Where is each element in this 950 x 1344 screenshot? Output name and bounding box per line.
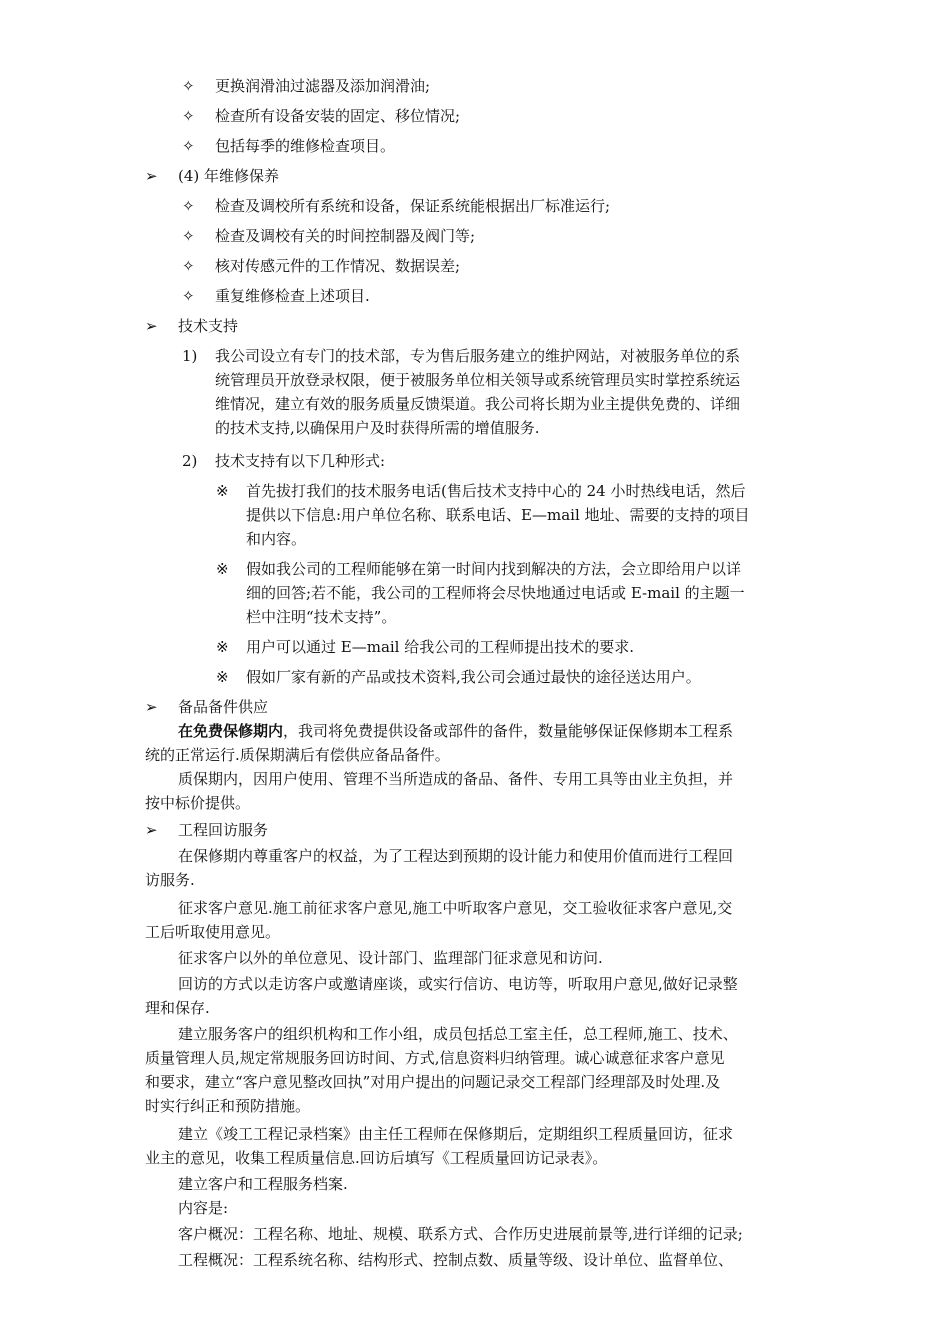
tech-item-number: 2): [182, 452, 198, 470]
tech-item-line: 的技术支持,以确保用户及时获得所需的增值服务.: [215, 419, 540, 437]
visit-paragraph-line: 内容是:: [178, 1199, 229, 1217]
spare-paragraph-line: [178, 719, 733, 743]
spare-paragraph-line: 按中标价提供。: [145, 794, 251, 812]
support-form-line: 假如我公司的工程师能够在第一时间内找到解决的方法，会立即给用户以详: [246, 560, 742, 578]
visit-paragraph-line: 建立客户和工程服务档案.: [178, 1175, 348, 1193]
diamond-bullet-icon: ✧: [182, 257, 195, 275]
reference-mark-icon: ※: [216, 668, 229, 686]
visit-paragraph-line: 征求客户意见.施工前征求客户意见,施工中听取客户意见，交工验收征求客户意见,交: [178, 899, 733, 917]
visit-paragraph-line: 建立《竣工工程记录档案》由主任工程师在保修期后，定期组织工程质量回访，征求: [178, 1125, 734, 1143]
tech-item-line: 技术支持有以下几种形式:: [215, 452, 386, 470]
reference-mark-icon: ※: [216, 560, 229, 578]
visit-paragraph-line: 业主的意见，收集工程质量信息.回访后填写《工程质量回访记录表》。: [145, 1149, 608, 1167]
free-warranty-emphasis: 在免费保修期内: [178, 722, 284, 740]
diamond-bullet-icon: ✧: [182, 77, 195, 95]
quarterly-item: 检查所有设备安装的固定、移位情况;: [215, 107, 461, 125]
visit-paragraph-line: 建立服务客户的组织机构和工作小组，成员包括总工室主任，总工程师,施工、技术、: [178, 1025, 738, 1043]
arrow-bullet-icon: ➢: [145, 167, 158, 185]
diamond-bullet-icon: ✧: [182, 107, 195, 125]
support-form-line: 首先拔打我们的技术服务电话(售后技术支持中心的 24 小时热线电话，然后: [246, 482, 746, 500]
spare-paragraph-line: 质保期内，因用户使用、管理不当所造成的备品、备件、专用工具等由业主负担，并: [178, 770, 734, 788]
quarterly-item: 包括每季的维修检查项目。: [215, 137, 396, 155]
spare-paragraph-text: ，我司将免费提供设备或部件的备件，数量能够保证保修期本工程系: [283, 722, 734, 740]
spare-paragraph-line: 统的正常运行.质保期满后有偿供应备品备件。: [145, 746, 450, 764]
visit-paragraph-line: 理和保存.: [145, 999, 210, 1017]
reference-mark-icon: ※: [216, 482, 229, 500]
diamond-bullet-icon: ✧: [182, 197, 195, 215]
annual-item: 核对传感元件的工作情况、数据误差;: [215, 257, 461, 275]
spare-heading: 备品备件供应: [178, 698, 269, 716]
visit-paragraph-line: 时实行纠正和预防措施。: [145, 1097, 311, 1115]
arrow-bullet-icon: ➢: [145, 317, 158, 335]
annual-item: 检查及调校所有系统和设备，保证系统能根据出厂标准运行;: [215, 197, 611, 215]
visit-paragraph-line: 质量管理人员,规定常规服务回访时间、方式,信息资料归纳管理。诚心诚意征求客户意见: [145, 1049, 725, 1067]
visit-paragraph-line: 访服务.: [145, 871, 195, 889]
annual-item: 重复维修检查上述项目.: [215, 287, 370, 305]
tech-heading: 技术支持: [178, 317, 239, 335]
support-form-line: 提供以下信息:用户单位名称、联系电话、E—mail 地址、需要的支持的项目: [246, 506, 750, 524]
diamond-bullet-icon: ✧: [182, 137, 195, 155]
support-form-line: 用户可以通过 E—mail 给我公司的工程师提出技术的要求.: [246, 638, 635, 656]
quarterly-item: 更换润滑油过滤器及添加润滑油;: [215, 77, 431, 95]
tech-item-line: 我公司设立有专门的技术部，专为售后服务建立的维护网站，对被服务单位的系: [215, 347, 741, 365]
visit-paragraph-line: 和要求，建立“客户意见整改回执”对用户提出的问题记录交工程部门经理部及时处理.及: [145, 1073, 721, 1091]
visit-paragraph-line: 在保修期内尊重客户的权益，为了工程达到预期的设计能力和使用价值而进行工程回: [178, 847, 734, 865]
annual-item: 检查及调校有关的时间控制器及阀门等;: [215, 227, 476, 245]
support-form-line: 栏中注明“技术支持”。: [246, 608, 397, 626]
visit-paragraph-line: 工程概况：工程系统名称、结构形式、控制点数、质量等级、设计单位、监督单位、: [178, 1251, 734, 1269]
annual-heading: (4) 年维修保养: [178, 167, 280, 185]
visit-heading: 工程回访服务: [178, 821, 269, 839]
diamond-bullet-icon: ✧: [182, 227, 195, 245]
arrow-bullet-icon: ➢: [145, 821, 158, 839]
support-form-line: 和内容。: [246, 530, 307, 548]
visit-paragraph-line: 工后听取使用意见。: [145, 923, 281, 941]
tech-item-line: 统管理员开放登录权限，便于被服务单位相关领导或系统管理员实时掌控系统运: [215, 371, 741, 389]
visit-paragraph-line: 客户概况：工程名称、地址、规模、联系方式、合作历史进展前景等,进行详细的记录;: [178, 1225, 743, 1243]
reference-mark-icon: ※: [216, 638, 229, 656]
diamond-bullet-icon: ✧: [182, 287, 195, 305]
arrow-bullet-icon: ➢: [145, 698, 158, 716]
support-form-line: 细的回答;若不能，我公司的工程师将会尽快地通过电话或 E-mail 的主题一: [246, 584, 745, 602]
tech-item-line: 维情况，建立有效的服务质量反馈渠道。我公司将长期为业主提供免费的、详细: [215, 395, 741, 413]
support-form-line: 假如厂家有新的产品或技术资料,我公司会通过最快的途径送达用户。: [246, 668, 701, 686]
visit-paragraph-line: 征求客户以外的单位意见、设计部门、监理部门征求意见和访问.: [178, 949, 603, 967]
tech-item-number: 1): [182, 347, 198, 365]
visit-paragraph-line: 回访的方式以走访客户或邀请座谈，或实行信访、电访等，听取用户意见,做好记录整: [178, 975, 738, 993]
